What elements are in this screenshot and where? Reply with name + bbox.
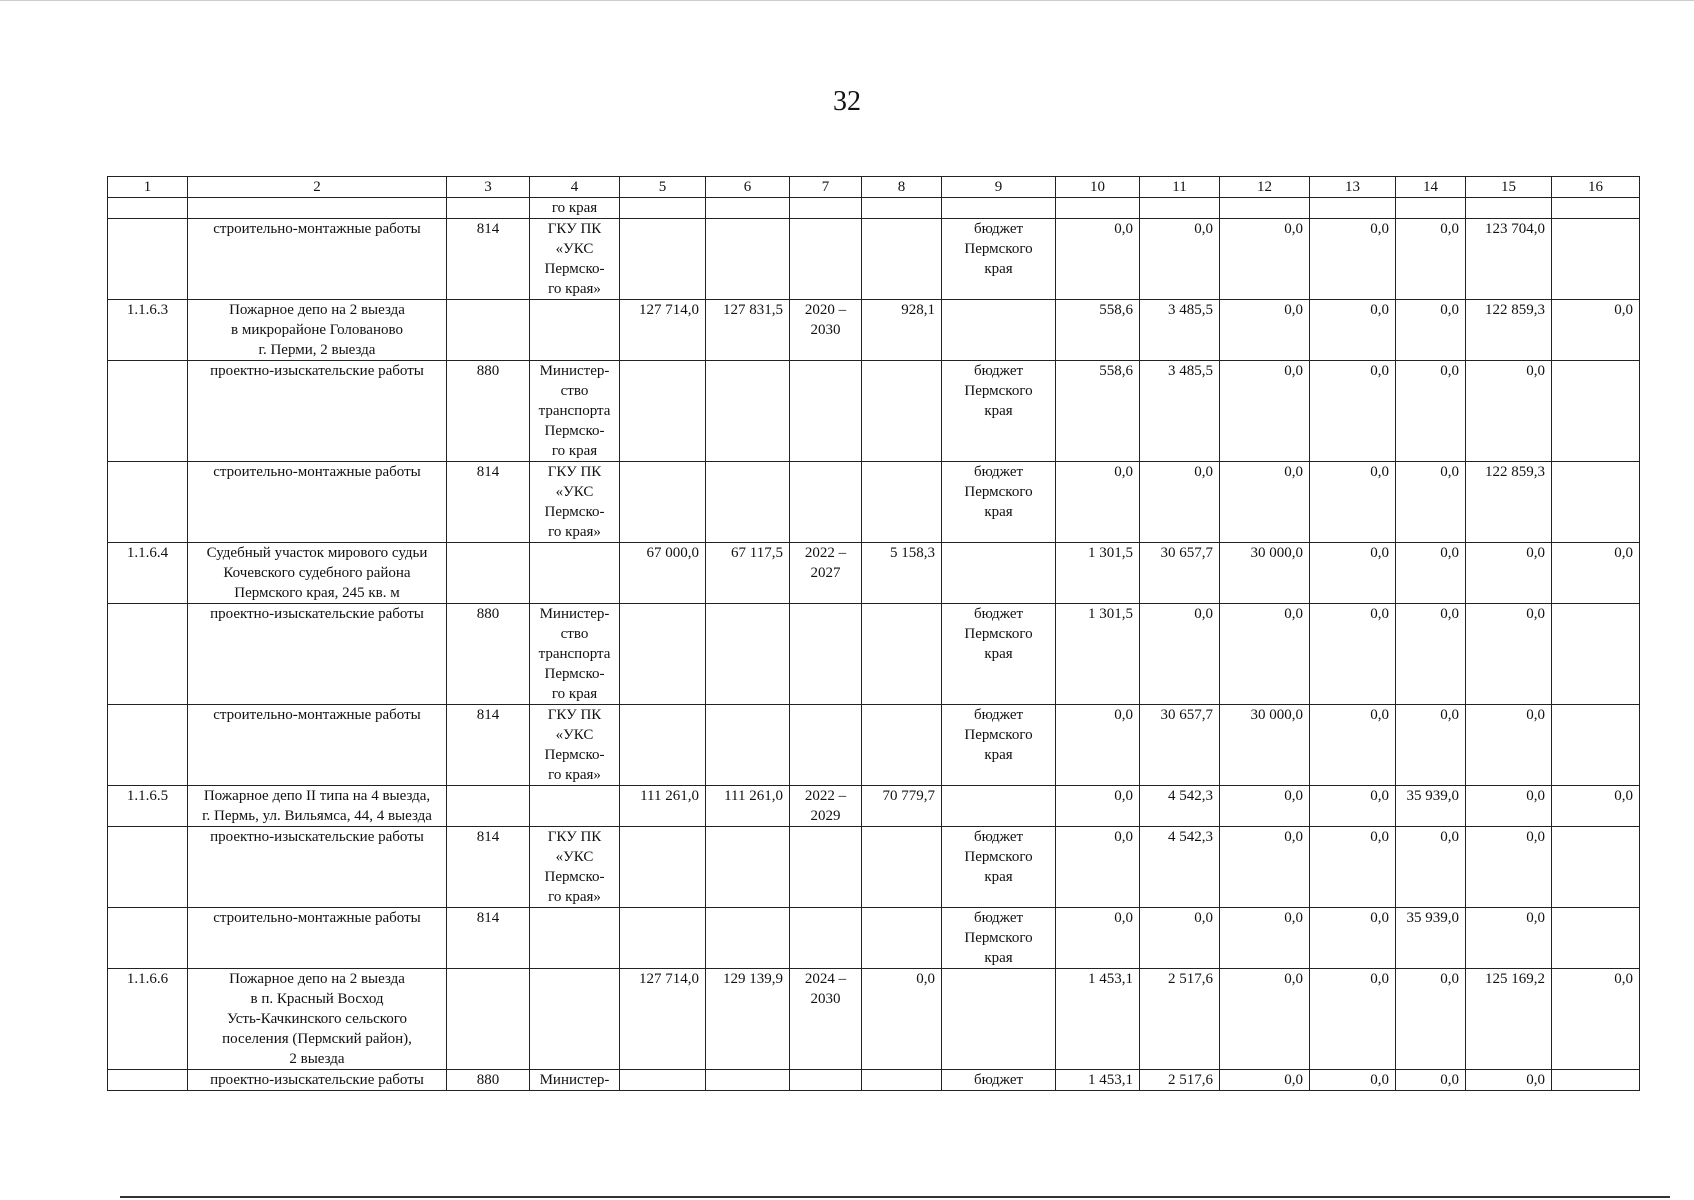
table-cell [790,219,862,300]
table-cell [942,786,1056,827]
table-cell [1552,462,1640,543]
table-cell: 0,0 [1056,219,1140,300]
table-cell: 0,0 [1140,908,1220,969]
table-cell: 30 657,7 [1140,705,1220,786]
table-cell [1552,219,1640,300]
table-cell: 928,1 [862,300,942,361]
table-cell: 1 453,1 [1056,969,1140,1070]
column-header: 10 [1056,177,1140,198]
table-cell: 35 939,0 [1396,786,1466,827]
table-cell: 0,0 [1396,300,1466,361]
table-cell: 0,0 [1310,543,1396,604]
table-cell: 70 779,7 [862,786,942,827]
table-cell: 3 485,5 [1140,361,1220,462]
table-cell: 0,0 [1396,969,1466,1070]
table-cell: 35 939,0 [1396,908,1466,969]
table-cell [706,705,790,786]
table-cell: 0,0 [1310,908,1396,969]
table-row [108,705,1640,786]
table-cell: 0,0 [1220,361,1310,462]
table-cell [862,198,942,219]
budget-table [107,176,1640,1091]
table-cell: 0,0 [1310,604,1396,705]
table-cell [862,908,942,969]
table-cell: 0,0 [1140,219,1220,300]
column-header: 6 [706,177,790,198]
table-cell: ГКУ ПК «УКС Пермско- го края» [530,705,620,786]
table-cell [862,219,942,300]
table-cell [108,827,188,908]
table-cell: 1.1.6.3 [108,300,188,361]
table-cell [1396,198,1466,219]
table-cell [706,908,790,969]
column-header: 4 [530,177,620,198]
table-cell: 125 169,2 [1466,969,1552,1070]
table-cell: Пожарное депо на 2 выезда в микрорайоне Голованово г. Перми, 2 выезда [188,300,447,361]
table-cell: го края [530,198,620,219]
table-cell: 0,0 [1140,462,1220,543]
table-cell: бюджет Пермского края [942,705,1056,786]
table-cell: 0,0 [1466,705,1552,786]
table-cell: 0,0 [1310,1070,1396,1091]
table-cell: 4 542,3 [1140,786,1220,827]
table-cell: 0,0 [1310,219,1396,300]
table-cell: 0,0 [1396,543,1466,604]
table-row [108,908,1640,969]
table-cell: 111 261,0 [620,786,706,827]
table-cell: 1 453,1 [1056,1070,1140,1091]
table-cell: 111 261,0 [706,786,790,827]
table-cell [1552,361,1640,462]
table-cell: проектно-изыскательские работы [188,361,447,462]
table-cell [1310,198,1396,219]
table-cell: 67 000,0 [620,543,706,604]
table-cell: 0,0 [1396,1070,1466,1091]
table-cell: бюджет Пермского края [942,219,1056,300]
table-cell [790,908,862,969]
table-cell: Министер- [530,1070,620,1091]
table-cell [530,543,620,604]
table-cell [447,786,530,827]
table-cell [108,219,188,300]
table-cell [108,462,188,543]
table-cell [790,705,862,786]
table-cell [620,219,706,300]
table-cell: 0,0 [1220,969,1310,1070]
table-row [108,1070,1640,1091]
table-cell: 0,0 [1466,786,1552,827]
table-cell: 880 [447,604,530,705]
table-cell [942,969,1056,1070]
table-cell: 814 [447,705,530,786]
table-row [108,969,1640,1070]
table-cell: 5 158,3 [862,543,942,604]
table-cell [706,219,790,300]
table-cell: 2 517,6 [1140,969,1220,1070]
table-cell [706,827,790,908]
table-cell: 2020 – 2030 [790,300,862,361]
table-cell [706,604,790,705]
table-cell: 0,0 [1466,361,1552,462]
table-cell [108,705,188,786]
table-cell: 30 000,0 [1220,543,1310,604]
table-cell: 814 [447,908,530,969]
column-header: 11 [1140,177,1220,198]
table-cell [790,462,862,543]
table-cell: 0,0 [1466,908,1552,969]
table-cell: 129 139,9 [706,969,790,1070]
table-cell: 0,0 [1220,462,1310,543]
table-cell: 0,0 [1220,1070,1310,1091]
table-cell: строительно-монтажные работы [188,908,447,969]
table-row [108,361,1640,462]
table-cell: 0,0 [1310,786,1396,827]
table-cell: 2022 – 2029 [790,786,862,827]
table-cell: Министер- ство транспорта Пермско- го края [530,604,620,705]
table-cell: 0,0 [1396,219,1466,300]
table-cell: 30 657,7 [1140,543,1220,604]
table-cell: 127 831,5 [706,300,790,361]
table-cell: проектно-изыскательские работы [188,1070,447,1091]
table-cell: ГКУ ПК «УКС Пермско- го края» [530,462,620,543]
table-cell: 122 859,3 [1466,462,1552,543]
table-cell: проектно-изыскательские работы [188,604,447,705]
table-cell [620,361,706,462]
table-cell: 30 000,0 [1220,705,1310,786]
table-cell [790,827,862,908]
table-cell [447,300,530,361]
column-header: 9 [942,177,1056,198]
table-cell: 558,6 [1056,361,1140,462]
scan-top-edge [0,0,1694,1]
table-cell: 0,0 [1220,786,1310,827]
table-cell: 2 517,6 [1140,1070,1220,1091]
table-cell [620,604,706,705]
table-cell: 0,0 [1310,462,1396,543]
table-cell: 0,0 [1552,786,1640,827]
table-cell: 0,0 [1310,300,1396,361]
table-cell: 814 [447,462,530,543]
column-header: 1 [108,177,188,198]
table-cell [790,361,862,462]
table-row [108,219,1640,300]
table-cell: 0,0 [1056,786,1140,827]
table-cell [790,1070,862,1091]
table-cell [942,543,1056,604]
table-cell [862,462,942,543]
table-cell: 0,0 [1552,543,1640,604]
table-cell [620,908,706,969]
table-cell [942,300,1056,361]
table-cell: Пожарное депо II типа на 4 выезда, г. Пермь, ул. Вильямса, 44, 4 выезда [188,786,447,827]
table-row [108,827,1640,908]
table-cell: 814 [447,827,530,908]
table-cell: 2024 – 2030 [790,969,862,1070]
table-cell: 0,0 [862,969,942,1070]
table-cell: 0,0 [1140,604,1220,705]
column-header: 8 [862,177,942,198]
table-cell [530,969,620,1070]
table-cell: 0,0 [1056,705,1140,786]
table-cell: бюджет Пермского края [942,908,1056,969]
table-cell [108,1070,188,1091]
table-row [108,300,1640,361]
table-cell [862,1070,942,1091]
table-cell: бюджет Пермского края [942,827,1056,908]
table-cell: 0,0 [1466,1070,1552,1091]
table-cell [790,198,862,219]
table-cell: 0,0 [1396,604,1466,705]
table-cell [108,604,188,705]
table-cell [447,969,530,1070]
table-cell [620,1070,706,1091]
table-cell [108,908,188,969]
table-cell: 0,0 [1310,969,1396,1070]
table-cell: 880 [447,1070,530,1091]
table-cell [620,705,706,786]
table-row [108,462,1640,543]
column-header: 14 [1396,177,1466,198]
table-cell: 814 [447,219,530,300]
table-cell [862,361,942,462]
table-cell: 127 714,0 [620,300,706,361]
column-header: 3 [447,177,530,198]
table-cell: 0,0 [1220,604,1310,705]
table-cell [1220,198,1310,219]
table-cell: 1.1.6.6 [108,969,188,1070]
table-cell: 0,0 [1310,705,1396,786]
table-cell: строительно-монтажные работы [188,462,447,543]
column-header: 5 [620,177,706,198]
table-cell: бюджет Пермского края [942,462,1056,543]
column-header: 2 [188,177,447,198]
table-cell: строительно-монтажные работы [188,705,447,786]
table-cell: 0,0 [1552,969,1640,1070]
table-cell: 0,0 [1396,361,1466,462]
table-row [108,543,1640,604]
table-cell: ГКУ ПК «УКС Пермско- го края» [530,827,620,908]
table-cell: бюджет [942,1070,1056,1091]
table-cell: Пожарное депо на 2 выезда в п. Красный Восход Усть-Качкинского сельского поселения (Пермский район), 2 выезда [188,969,447,1070]
table-cell [1552,198,1640,219]
table-cell [706,462,790,543]
table-cell: 0,0 [1552,300,1640,361]
table-cell: 0,0 [1466,604,1552,705]
column-header: 12 [1220,177,1310,198]
table-cell [620,198,706,219]
table-cell [620,462,706,543]
table-row [108,604,1640,705]
table-cell [862,705,942,786]
table-cell: ГКУ ПК «УКС Пермско- го края» [530,219,620,300]
table-cell: 0,0 [1056,908,1140,969]
page-number: 32 [833,86,861,117]
table-cell [188,198,447,219]
table-cell [790,604,862,705]
scan-bottom-edge [120,1196,1670,1198]
table-cell [1056,198,1140,219]
column-header: 13 [1310,177,1396,198]
table-cell: Судебный участок мирового судьи Кочевского судебного района Пермского края, 245 кв. м [188,543,447,604]
table-cell: 67 117,5 [706,543,790,604]
table-cell [862,827,942,908]
table-cell [447,198,530,219]
table-cell: 0,0 [1056,827,1140,908]
table-cell: 0,0 [1220,908,1310,969]
table-cell: 127 714,0 [620,969,706,1070]
table-cell: 0,0 [1220,827,1310,908]
table-cell: Министер- ство транспорта Пермско- го края [530,361,620,462]
table-cell [447,543,530,604]
table-cell: 0,0 [1396,705,1466,786]
table-cell: 0,0 [1056,462,1140,543]
table-cell: 4 542,3 [1140,827,1220,908]
table-cell: 0,0 [1466,543,1552,604]
table-cell: 0,0 [1310,827,1396,908]
table-cell [1552,908,1640,969]
table-cell: 0,0 [1220,300,1310,361]
table-cell [942,198,1056,219]
column-header: 16 [1552,177,1640,198]
table-cell: 1.1.6.4 [108,543,188,604]
table-cell [108,198,188,219]
table-cell [1140,198,1220,219]
table-cell: 1 301,5 [1056,543,1140,604]
table-cell [620,827,706,908]
table-cell: 0,0 [1396,827,1466,908]
table-cell: 3 485,5 [1140,300,1220,361]
table-cell: 880 [447,361,530,462]
table-cell [706,1070,790,1091]
table-cell [108,361,188,462]
table-row [108,786,1640,827]
table-cell [530,300,620,361]
table-cell: 1.1.6.5 [108,786,188,827]
table-cell: бюджет Пермского края [942,604,1056,705]
table-cell [862,604,942,705]
table-cell: 1 301,5 [1056,604,1140,705]
table-cell: проектно-изыскательские работы [188,827,447,908]
table-cell [1552,604,1640,705]
table-cell: 123 704,0 [1466,219,1552,300]
table-row [108,198,1640,219]
column-header: 7 [790,177,862,198]
table-cell [706,198,790,219]
table-cell: 0,0 [1220,219,1310,300]
table-cell: 2022 – 2027 [790,543,862,604]
table-cell: 0,0 [1396,462,1466,543]
table-cell [1466,198,1552,219]
column-header: 15 [1466,177,1552,198]
table-cell: бюджет Пермского края [942,361,1056,462]
table-cell: 0,0 [1310,361,1396,462]
table-cell [1552,1070,1640,1091]
table-cell [1552,827,1640,908]
table-cell [530,908,620,969]
header-row [108,177,1640,198]
table-cell [530,786,620,827]
table-cell [706,361,790,462]
table-cell: 0,0 [1466,827,1552,908]
table-cell: строительно-монтажные работы [188,219,447,300]
table-cell: 122 859,3 [1466,300,1552,361]
table-cell: 558,6 [1056,300,1140,361]
table-cell [1552,705,1640,786]
